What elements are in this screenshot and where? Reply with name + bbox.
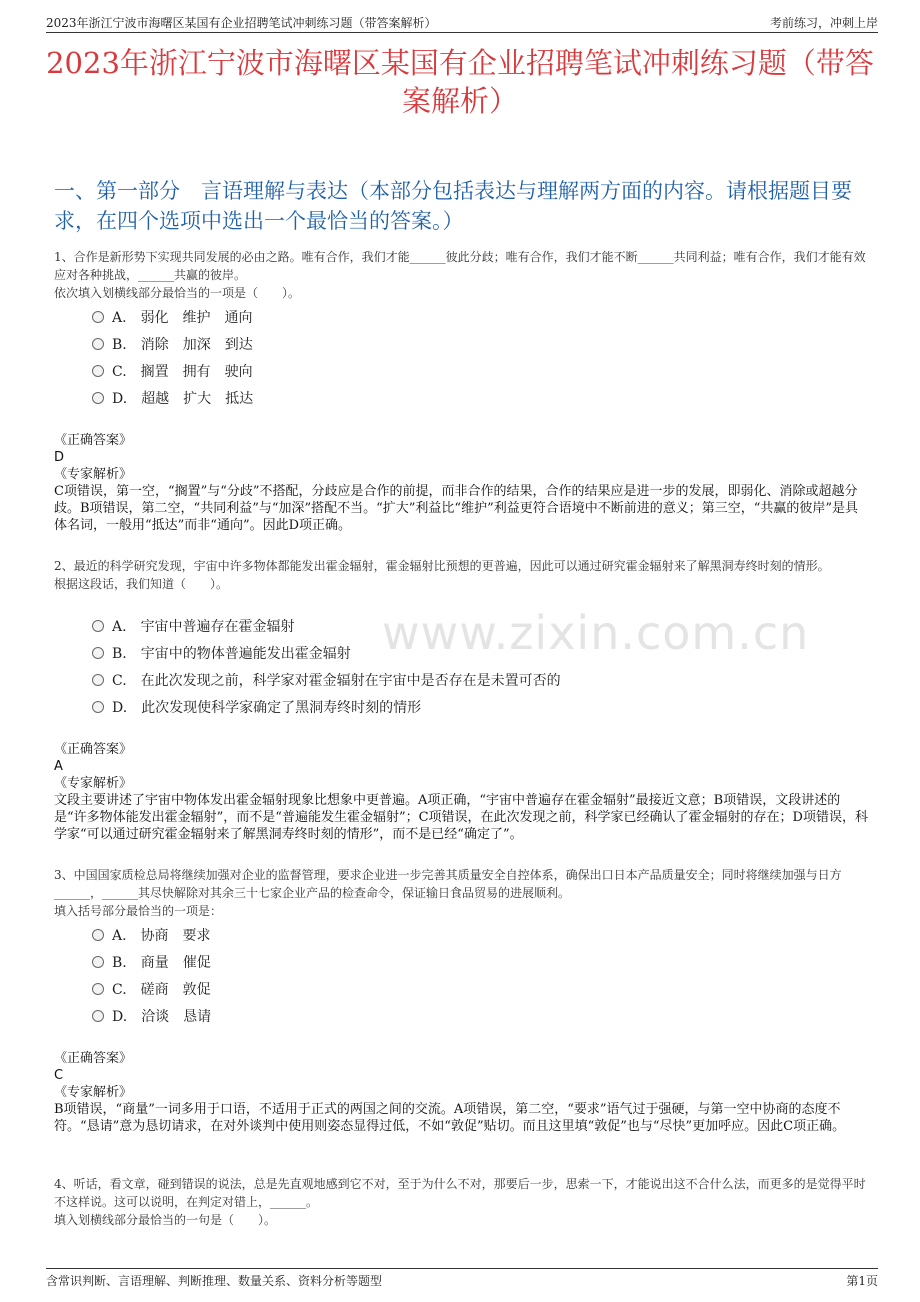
question-prompt: 根据这段话，我们知道（ ）。 [54,577,229,591]
page-footer [46,1268,878,1289]
radio-icon[interactable] [92,929,104,941]
radio-icon[interactable] [92,338,104,350]
radio-icon[interactable] [92,956,104,968]
radio-icon[interactable] [92,311,104,323]
radio-icon[interactable] [92,392,104,404]
answer-value: D [54,450,65,465]
question-1 [54,248,868,302]
option-b[interactable]: B. 消除 加深 到达 [92,332,253,359]
option-c[interactable]: C. 搁置 拥有 驶向 [92,359,253,386]
header-doc-title: 2023年浙江宁波市海曙区某国有企业招聘笔试冲刺练习题（带答案解析） [46,16,437,30]
page-header [46,10,878,33]
options-3 [92,923,211,1031]
option-b[interactable]: B. 商量 催促 [92,950,211,977]
question-prompt: 填入划横线部分最恰当的一句是（ ）。 [54,1213,277,1227]
page-number: 第1页 [846,1274,878,1288]
options-1 [92,305,253,413]
analysis-text: 文段主要讲述了宇宙中物体发出霍金辐射现象比想象中更普遍。A项正确，“宇宙中普遍存在霍金辐射”最接近文意；B项错误，文段讲述的是“许多物体能发出霍金辐射”，而不是“普遍能发生霍金辐射”；C项错误，在此次发现之前，科学家已经确认了霍金辐射的存在；D项错误，科学家“可以通过研究霍金辐射来了解黑洞寿终时刻的情形”，而不是已经“确定了”。 [54,793,868,842]
option-a[interactable]: A. 弱化 维护 通向 [92,305,253,332]
question-3 [54,866,868,920]
option-a[interactable]: A. 协商 要求 [92,923,211,950]
analysis-text: C项错误，第一空，“搁置”与“分歧”不搭配，分歧应是合作的前提，而非合作的结果，合作的结果应是进一步的发展，即弱化、消除或超越分歧。B项错误，第二空，“共同利益”与“加深”搭配不当。“扩大”利益比“维护”利益更符合语境中不断前进的意义；第三空，“共赢的彼岸”是具体名词，一般用“抵达”而非“通向”。因此D项正确。 [54,484,859,533]
footer-note: 含常识判断、言语理解、判断推理、数量关系、资料分析等题型 [46,1274,383,1288]
options-2 [92,614,561,722]
analysis-text: B项错误，“商量”一词多用于口语，不适用于正式的两国之间的交流。A项错误，第二空，“要求”语气过于强硬，与第一空中协商的态度不符。“恳请”意为恳切请求，在对外谈判中使用则姿态显得过低，不如“敦促”贴切。而且这里填“敦促”也与“尽快”更加呼应。因此C项正确。 [54,1102,846,1134]
option-c[interactable]: C. 在此次发现之前，科学家对霍金辐射在宇宙中是否存在是未置可否的 [92,668,561,695]
page-title: 2023年浙江宁波市海曙区某国有企业招聘笔试冲刺练习题（带答案解析） [46,46,874,118]
answer-label: 《正确答案》 [54,742,133,757]
question-2 [54,557,868,593]
question-stem: 2、最近的科学研究发现，宇宙中许多物体都能发出霍金辐射，霍金辐射比预想的更普遍，因此可以通过研究霍金辐射来了解黑洞寿终时刻的情形。 [54,559,830,573]
answer-value: C [54,1068,64,1083]
radio-icon[interactable] [92,1010,104,1022]
option-a[interactable]: A. 宇宙中普遍存在霍金辐射 [92,614,561,641]
answer-label: 《正确答案》 [54,1051,133,1066]
answer-block-3 [54,1050,870,1135]
radio-icon[interactable] [92,674,104,686]
analysis-label: 《专家解析》 [54,776,133,791]
header-slogan: 考前练习，冲刺上岸 [769,16,878,30]
option-d[interactable]: D. 洽谈 恳请 [92,1004,211,1031]
radio-icon[interactable] [92,647,104,659]
option-c[interactable]: C. 磋商 敦促 [92,977,211,1004]
analysis-label: 《专家解析》 [54,467,133,482]
question-prompt: 填入括号部分最恰当的一项是： [54,904,223,918]
question-4 [54,1175,868,1229]
question-stem: 4、听话，看文章，碰到错误的说法，总是先直观地感到它不对，至于为什么不对，那要后一步，思索一下，才能说出这不合什么法，而更多的是觉得平时不这样说。这可以说明，在判定对错上，______。 [54,1177,866,1209]
answer-block-1 [54,432,870,534]
question-stem: 3、中国国家质检总局将继续加强对企业的监督管理，要求企业进一步完善其质量安全自控体系，确保出口日本产品质量安全；同时将继续加强与日方______，______其尽快解除对其余三十七家企业产品的检查命令，保证输日食品贸易的进展顺利。 [54,868,842,900]
answer-label: 《正确答案》 [54,433,133,448]
option-b[interactable]: B. 宇宙中的物体普遍能发出霍金辐射 [92,641,561,668]
answer-block-2 [54,741,870,843]
option-d[interactable]: D. 此次发现使科学家确定了黑洞寿终时刻的情形 [92,695,561,722]
section-title: 一、第一部分 言语理解与表达（本部分包括表达与理解两方面的内容。请根据题目要求，在四个选项中选出一个最恰当的答案。） [54,179,852,233]
option-d[interactable]: D. 超越 扩大 抵达 [92,386,253,413]
answer-value: A [54,759,63,774]
radio-icon[interactable] [92,365,104,377]
radio-icon[interactable] [92,620,104,632]
question-prompt: 依次填入划横线部分最恰当的一项是（ ）。 [54,286,301,300]
radio-icon[interactable] [92,701,104,713]
analysis-label: 《专家解析》 [54,1085,133,1100]
question-stem: 1、合作是新形势下实现共同发展的必由之路。唯有合作，我们才能______彼此分歧；唯有合作，我们才能不断______共同利益；唯有合作，我们才能有效应对各种挑战，______共赢的彼岸。 [54,250,866,282]
radio-icon[interactable] [92,983,104,995]
watermark: www.zixin.com.cn [382,606,810,660]
